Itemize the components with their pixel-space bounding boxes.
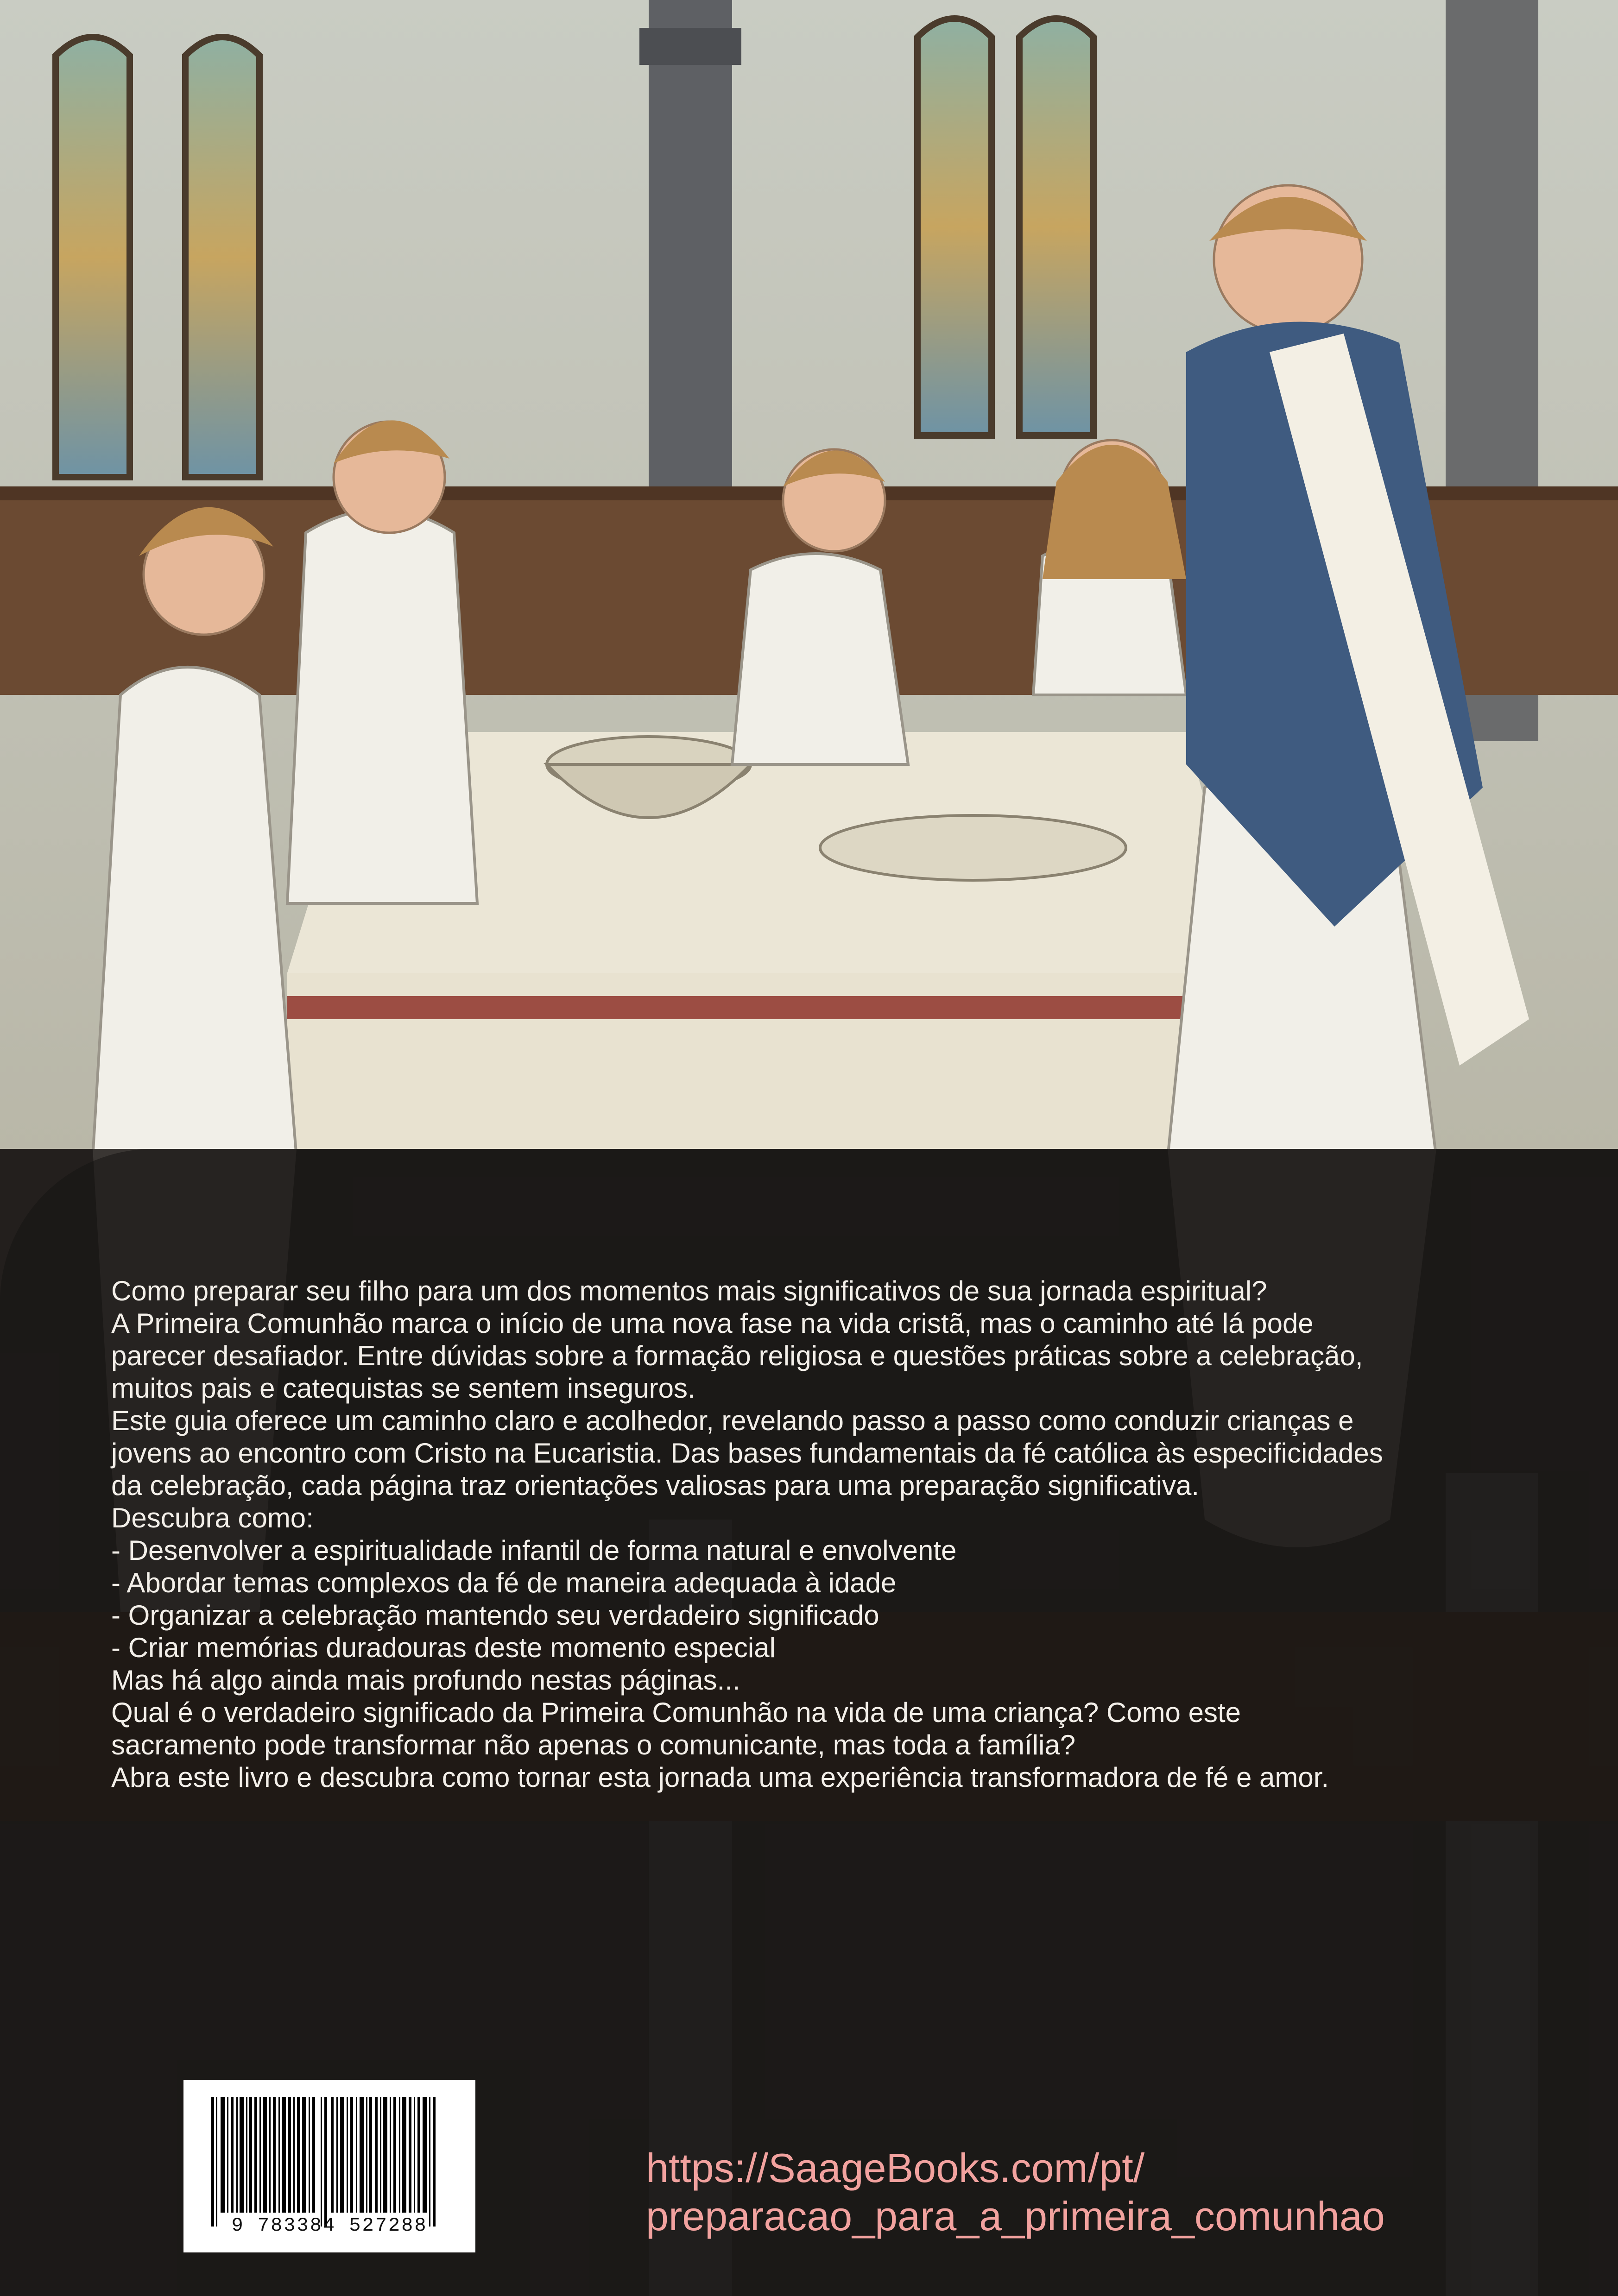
blurb-line: sacramento pode transformar não apenas o comunicante, mas toda a família? bbox=[111, 1729, 1076, 1760]
blurb-line: Como preparar seu filho para um dos momentos mais significativos de sua jornada espiritual? bbox=[111, 1275, 1267, 1306]
isbn-barcode bbox=[183, 2080, 475, 2252]
blurb-line: muitos pais e catequistas se sentem inseguros. bbox=[111, 1373, 695, 1404]
blurb-line: - Abordar temas complexos da fé de maneira adequada à idade bbox=[111, 1567, 897, 1598]
blurb-line: Este guia oferece um caminho claro e acolhedor, revelando passo a passo como conduzir crianças e bbox=[111, 1405, 1354, 1436]
blurb-line: Abra este livro e descubra como tornar esta jornada uma experiência transformadora de fé e amor. bbox=[111, 1762, 1329, 1793]
blurb-line: A Primeira Comunhão marca o início de uma nova fase na vida cristã, mas o caminho até lá pode bbox=[111, 1308, 1314, 1339]
blurb-line: - Criar memórias duradouras deste momento especial bbox=[111, 1632, 776, 1663]
blurb-line: jovens ao encontro com Cristo na Eucaristia. Das bases fundamentais da fé católica às especificidades bbox=[111, 1438, 1383, 1469]
url-line-2[interactable]: preparacao_para_a_primeira_comunhao bbox=[646, 2193, 1385, 2239]
blurb-line: - Organizar a celebração mantendo seu verdadeiro significado bbox=[111, 1600, 879, 1631]
blurb-line: parecer desafiador. Entre dúvidas sobre a formação religiosa e questões práticas sobre a celebração, bbox=[111, 1340, 1363, 1371]
back-cover-blurb bbox=[111, 1275, 1585, 1794]
blurb-line: - Desenvolver a espiritualidade infantil de forma natural e envolvente bbox=[111, 1535, 957, 1566]
publisher-url[interactable] bbox=[646, 2144, 1573, 2240]
blurb-line: Mas há algo ainda mais profundo nestas páginas... bbox=[111, 1665, 740, 1696]
blurb-line: da celebração, cada página traz orientações valiosas para uma preparação significativa. bbox=[111, 1470, 1200, 1501]
blurb-line: Descubra como: bbox=[111, 1502, 314, 1533]
isbn-number: 9 783384 527288 bbox=[231, 2214, 428, 2237]
blurb-line: Qual é o verdadeiro significado da Primeira Comunhão na vida de uma criança? Como este bbox=[111, 1697, 1241, 1728]
url-line-1[interactable]: https://SaageBooks.com/pt/ bbox=[646, 2145, 1145, 2191]
